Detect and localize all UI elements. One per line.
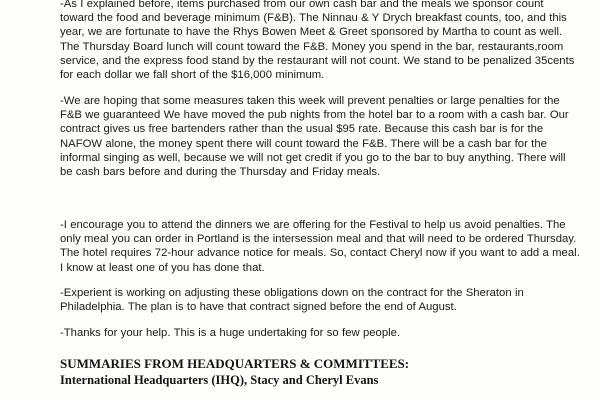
paragraph-experient-contract: -Experient is working on adjusting these obligations down on the contract for the Sheraton in Philadelphia. The plan is to have that contract signed before the end of August.	[60, 287, 524, 314]
paragraph-food-beverage-minimum: -As I explained before, items purchased from our own cash bar and the meals we sponsor count toward the food and beverage minimum (F&B). The Ninnau & Y Drych breakfast counts, too, and this year, we are fortunate to have the Rhys Bowen Meet & Greet sponsored by Martha to count as well. The Thursday Board lunch will count toward the F&B. Money you spend in the bar, restaurants,room service, and the express food stand by the restaurant will not count. We stand to be penalized 35cents for each dollar we fall short of the $16,000 minimum.	[60, 0, 575, 82]
paragraph-penalty-measures: -We are hoping that some measures taken this week will prevent penalties or large penalties for the F&B we guaranteed We have moved the pub nights from the hotel bar to a room with a cash bar. Our contract gives us free bartenders rather than the usual $95 rate. Because this cash bar is for the NAFOW alone, the money spent there will count toward the F&B. There will be a cash bar for the informal singing as well, because we will not get credit if you go to the bar to buy anything. There will be cash bars before and during the Thursday and Friday meals.	[60, 95, 569, 179]
paragraph-festival-dinners: -I encourage you to attend the dinners we are offering for the Festival to help us avoid penalties. The only meal you can order in Portland is the intersession meal and that will need to be ordered Thursday. The hotel requires 72-hour advance notice for meals. So, contact Cheryl now if you want to add a meal. I know at least one of you has done that.	[60, 219, 580, 274]
section-subheading: International Headquarters (IHQ), Stacy and Cheryl Evans	[60, 373, 379, 387]
section-heading: SUMMARIES FROM HEADQUARTERS & COMMITTEES:	[60, 356, 410, 371]
paragraph-thanks: -Thanks for your help. This is a huge undertaking for so few people.	[60, 327, 401, 339]
